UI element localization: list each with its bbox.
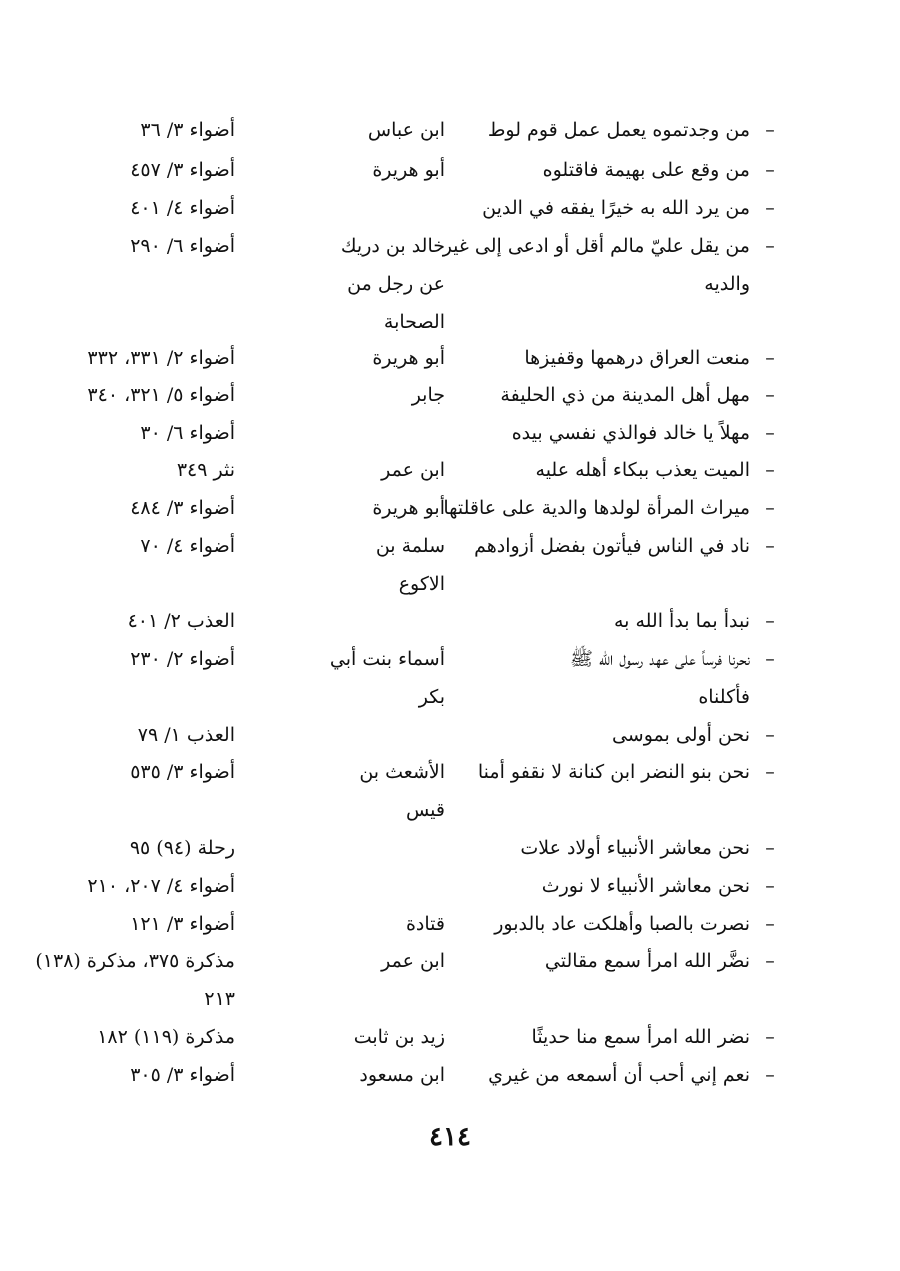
source-reference: نثر ٣٤٩	[176, 459, 235, 481]
hadith-text: مهلاً يا خالد فوالذي نفسي بيده	[511, 422, 750, 444]
narrator: ابن عمر	[381, 950, 445, 972]
source-reference: أضواء ٦/ ٣٠	[140, 422, 235, 444]
hadith-text: نضر الله امرأ سمع منا حديثًا	[531, 1026, 750, 1048]
source-reference: أضواء ٤/ ٤٠١	[130, 197, 235, 219]
narrator: أبو هريرة	[372, 159, 445, 181]
source-reference: مذكرة ٣٧٥، مذكرة (١٣٨)	[35, 950, 235, 972]
source-reference: مذكرة (١١٩) ١٨٢	[97, 1026, 235, 1048]
narrator: سلمة بن	[375, 535, 445, 557]
source-reference: أضواء ٣/ ٥٣٥	[130, 761, 235, 783]
narrator: خالد بن دريك	[340, 235, 445, 257]
source-reference: أضواء ٤/ ٢٠٧، ٢١٠	[87, 875, 235, 897]
entry-dash: –	[765, 384, 775, 406]
entry-dash: –	[765, 913, 775, 935]
hadith-text: من يقل عليّ مالم أقل أو ادعى إلى غير	[442, 235, 750, 257]
narrator: ابن عمر	[381, 459, 445, 481]
entry-dash: –	[765, 497, 775, 519]
hadith-text-continued: والديه	[704, 273, 750, 295]
hadith-text: نحن معاشر الأنبياء لا نورث	[541, 875, 750, 897]
entry-dash: –	[765, 875, 775, 897]
hadith-text: من وقع على بهيمة فاقتلوه	[542, 159, 750, 181]
hadith-text: نحن بنو النضر ابن كنانة لا نقفو أمنا	[477, 761, 750, 783]
hadith-text: نعم إني أحب أن أسمعه من غيري	[488, 1064, 750, 1086]
entry-dash: –	[765, 235, 775, 257]
source-reference: أضواء ٣/ ٤٥٧	[130, 159, 235, 181]
narrator: أبو هريرة	[372, 347, 445, 369]
hadith-text-continued: فأكلناه	[698, 686, 750, 708]
entry-dash: –	[765, 950, 775, 972]
entry-dash: –	[765, 119, 775, 141]
narrator: أبو هريرة	[372, 497, 445, 519]
narrator-continued: الصحابة	[383, 311, 445, 333]
entry-dash: –	[765, 610, 775, 632]
entry-dash: –	[765, 761, 775, 783]
hadith-text: نحرنا فرساً على عهد رسول الله ﷺ	[569, 648, 750, 670]
entry-dash: –	[765, 197, 775, 219]
source-reference: أضواء ٥/ ٣٢١، ٣٤٠	[87, 384, 235, 406]
narrator-continued: الاكوع	[398, 573, 445, 595]
narrator: قتادة	[405, 913, 445, 935]
entry-dash: –	[765, 459, 775, 481]
narrator: زيد بن ثابت	[353, 1026, 445, 1048]
narrator-continued: عن رجل من	[347, 273, 445, 295]
hadith-text: ناد في الناس فيأتون بفضل أزوادهم	[474, 535, 750, 557]
narrator: ابن مسعود	[359, 1064, 445, 1086]
hadith-text: نصرت بالصبا وأهلكت عاد بالدبور	[494, 913, 750, 935]
hadith-text: منعت العراق درهمها وقفيزها	[524, 347, 750, 369]
hadith-text: من يرد الله به خيرًا يفقه في الدين	[482, 197, 750, 219]
narrator: أسماء بنت أبي	[329, 648, 445, 670]
hadith-text: الميت يعذب ببكاء أهله عليه	[535, 459, 750, 481]
narrator: جابر	[411, 384, 445, 406]
entry-dash: –	[765, 535, 775, 557]
source-reference: أضواء ٢/ ٢٣٠	[130, 648, 235, 670]
hadith-text: نبدأ بما بدأ الله به	[613, 610, 750, 632]
source-reference: أضواء ٣/ ٤٨٤	[130, 497, 235, 519]
source-reference: أضواء ٤/ ٧٠	[140, 535, 235, 557]
entry-dash: –	[765, 159, 775, 181]
narrator-continued: قيس	[405, 799, 445, 821]
source-reference: رحلة (٩٤) ٩٥	[129, 837, 235, 859]
narrator: ابن عباس	[367, 119, 445, 141]
hadith-text: نضَّر الله امرأ سمع مقالتي	[544, 950, 750, 972]
narrator-continued: بكر	[418, 686, 445, 708]
hadith-text: نحن أولى بموسى	[611, 724, 750, 746]
entry-dash: –	[765, 1064, 775, 1086]
entry-dash: –	[765, 347, 775, 369]
entry-dash: –	[765, 648, 775, 670]
source-reference: أضواء ٣/ ٣٠٥	[130, 1064, 235, 1086]
narrator: الأشعث بن	[359, 761, 445, 783]
hadith-text: من وجدتموه يعمل عمل قوم لوط	[487, 119, 750, 141]
hadith-text: ميراث المرأة لولدها والدية على عاقلتها	[443, 497, 750, 519]
source-reference: العذب ٢/ ٤٠١	[127, 610, 235, 632]
entry-dash: –	[765, 422, 775, 444]
entry-dash: –	[765, 837, 775, 859]
hadith-text: مهل أهل المدينة من ذي الحليفة	[500, 384, 750, 406]
source-reference: أضواء ٣/ ١٢١	[130, 913, 235, 935]
source-reference: أضواء ٣/ ٣٦	[140, 119, 235, 141]
entry-dash: –	[765, 1026, 775, 1048]
page-number: ٤١٤	[429, 1122, 471, 1152]
entry-dash: –	[765, 724, 775, 746]
source-reference-continued: ٢١٣	[204, 988, 235, 1010]
source-reference: أضواء ٦/ ٢٩٠	[130, 235, 235, 257]
source-reference: أضواء ٢/ ٣٣١، ٣٣٢	[87, 347, 235, 369]
source-reference: العذب ١/ ٧٩	[137, 724, 235, 746]
hadith-text: نحن معاشر الأنبياء أولاد علات	[520, 837, 750, 859]
